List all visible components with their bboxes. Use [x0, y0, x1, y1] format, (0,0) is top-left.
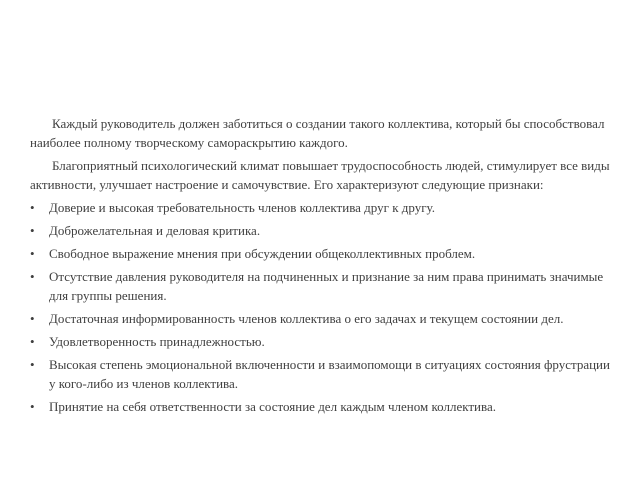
bullet-icon: • — [30, 357, 35, 372]
bullet-icon: • — [30, 200, 35, 215]
list-item — [30, 221, 610, 240]
list-item-text: Высокая степень эмоциональной включенности и взаимопомощи в ситуациях состояния фрустрации у кого-либо из членов коллектива. — [49, 357, 610, 391]
list-item — [30, 267, 610, 305]
list-item — [30, 244, 610, 263]
list-item — [30, 198, 610, 217]
bullet-icon: • — [30, 223, 35, 238]
list-item — [30, 309, 610, 328]
list-item-text: Достаточная информированность членов коллектива о его задачах и текущем состоянии дел. — [49, 311, 564, 326]
list-item-text: Принятие на себя ответственности за состояние дел каждым членом коллектива. — [49, 399, 496, 414]
list-item-text: Доброжелательная и деловая критика. — [49, 223, 261, 238]
list-item — [30, 355, 610, 393]
list-item — [30, 332, 610, 351]
bullet-icon: • — [30, 311, 35, 326]
slide-text-body — [30, 114, 610, 420]
bullet-icon: • — [30, 246, 35, 261]
list-item-text: Доверие и высокая требовательность членов коллектива друг к другу. — [49, 200, 436, 215]
bullet-icon: • — [30, 334, 35, 349]
bullet-icon: • — [30, 399, 35, 414]
list-item-text: Удовлетворенность принадлежностью. — [49, 334, 265, 349]
signs-list — [30, 198, 610, 416]
list-item — [30, 397, 610, 416]
list-item-text: Свободное выражение мнения при обсуждении общеколлективных проблем. — [49, 246, 476, 261]
climate-paragraph: Благоприятный психологический климат повышает трудоспособность людей, стимулирует все виды активности, улучшает настроение и самочувствие. Его характеризуют следующие признаки: — [30, 158, 610, 192]
bullet-icon: • — [30, 269, 35, 284]
list-item-text: Отсутствие давления руководителя на подчиненных и признание за ним права принимать значимые для группы решения. — [49, 269, 604, 303]
intro-paragraph: Каждый руководитель должен заботиться о создании такого коллектива, который бы способствовал наиболее полному творческому самораскрытию каждого. — [30, 116, 605, 150]
